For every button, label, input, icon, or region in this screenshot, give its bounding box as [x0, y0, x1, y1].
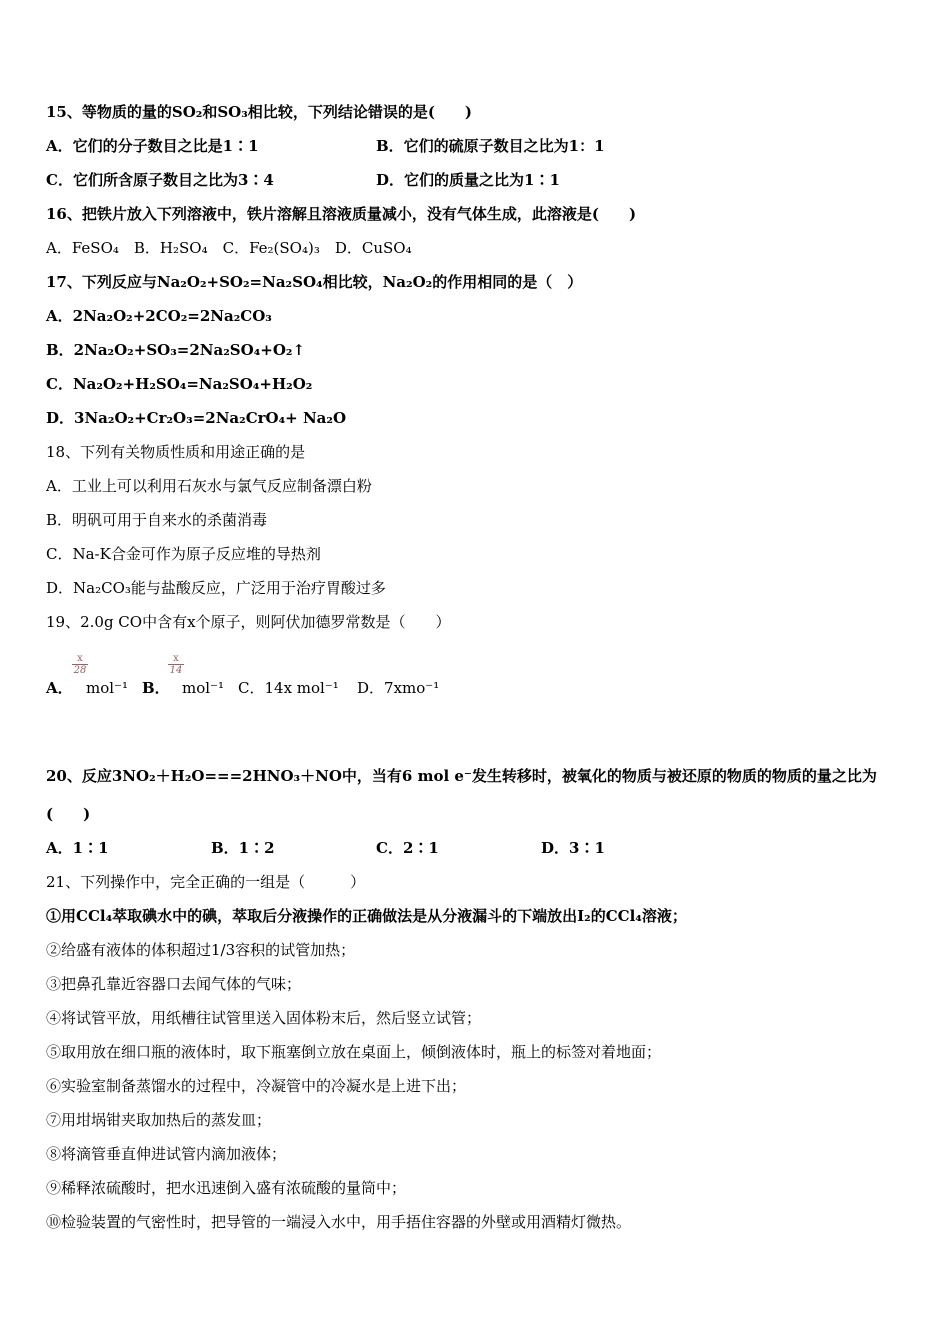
q19-option-b-unit: mol⁻¹ — [182, 679, 224, 697]
q21-stem: 21、下列操作中，完全正确的一组是（ ） — [46, 873, 366, 891]
q21-item: ⑧将滴管垂直伸进试管内滴加液体； — [46, 1145, 287, 1163]
q18-option-d: D．Na₂CO₃能与盐酸反应，广泛用于治疗胃酸过多 — [46, 579, 386, 597]
q19-option-c: C．14x mol⁻¹ — [238, 679, 339, 697]
q17-option-a: A．2Na₂O₂+2CO₂=2Na₂CO₃ — [46, 307, 272, 325]
q20-stem: 20、反应3NO₂＋H₂O===2HNO₃＋NO中，当有6 mol e⁻发生转移时，被氧化的物质与被还原的物质的物质的量之比为 — [46, 767, 877, 785]
q21-item: ①用CCl₄萃取碘水中的碘，萃取后分液操作的正确做法是从分液漏斗的下端放出I₂的CCl₄溶液； — [46, 907, 687, 925]
q21-item: ⑩检验装置的气密性时，把导管的一端浸入水中，用手捂住容器的外壁或用酒精灯微热。 — [46, 1213, 632, 1231]
q18-option-b: B．明矾可用于自来水的杀菌消毒 — [46, 511, 268, 529]
q21-item: ⑦用坩埚钳夹取加热后的蒸发皿； — [46, 1111, 272, 1129]
q20-paren: ( ) — [46, 805, 91, 823]
q15-option-c: C．它们所含原子数目之比为3∶4 — [46, 171, 274, 189]
q20-option-b: B．1∶2 — [211, 839, 275, 857]
q18-stem: 18、下列有关物质性质和用途正确的是 — [46, 443, 306, 461]
q21-item: ⑥实验室制备蒸馏水的过程中，冷凝管中的冷凝水是上进下出； — [46, 1077, 467, 1095]
q20-option-d: D．3∶1 — [541, 839, 605, 857]
q16-stem: 16、把铁片放入下列溶液中，铁片溶解且溶液质量减小，没有气体生成，此溶液是( ) — [46, 205, 637, 223]
q21-item: ⑤取用放在细口瓶的液体时，取下瓶塞倒立放在桌面上，倾倒液体时，瓶上的标签对着地面； — [46, 1043, 662, 1061]
q19-a-numerator: x — [72, 653, 88, 665]
q20-option-c: C．2∶1 — [376, 839, 439, 857]
q16-options: A．FeSO₄ B．H₂SO₄ C．Fe₂(SO₄)₃ D．CuSO₄ — [46, 239, 412, 257]
q18-option-a: A．工业上可以利用石灰水与氯气反应制备漂白粉 — [46, 477, 372, 495]
q21-item: ③把鼻孔靠近容器口去闻气体的气味； — [46, 975, 302, 993]
q15-option-a: A．它们的分子数目之比是1∶1 — [46, 137, 259, 155]
q20-option-a: A．1∶1 — [46, 839, 109, 857]
q17-option-d: D．3Na₂O₂+Cr₂O₃=2Na₂CrO₄+ Na₂O — [46, 409, 347, 427]
q17-option-b: B．2Na₂O₂+SO₃=2Na₂SO₄+O₂↑ — [46, 341, 306, 359]
q19-option-b-fraction — [168, 653, 184, 676]
q18-option-c: C．Na-K合金可作为原子反应堆的导热剂 — [46, 545, 321, 563]
q19-option-b-label: B． — [142, 679, 170, 697]
q19-stem: 19、2.0g CO中含有x个原子，则阿伏加德罗常数是（ ） — [46, 613, 451, 631]
q15-stem: 15、等物质的量的SO₂和SO₃相比较，下列结论错误的是( ) — [46, 103, 473, 121]
q19-option-a-label: A． — [46, 679, 73, 697]
q19-option-a-unit: mol⁻¹ — [86, 679, 128, 697]
q21-item: ④将试管平放，用纸槽往试管里送入固体粉末后，然后竖立试管； — [46, 1009, 482, 1027]
q21-item: ②给盛有液体的体积超过1/3容积的试管加热； — [46, 941, 356, 959]
q15-option-d: D．它们的质量之比为1∶1 — [376, 171, 560, 189]
q19-a-denominator: 28 — [73, 665, 87, 676]
q15-option-b: B．它们的硫原子数目之比为1：1 — [376, 137, 605, 155]
q19-option-d: D．7xmo⁻¹ — [357, 679, 440, 697]
q21-item: ⑨稀释浓硫酸时，把水迅速倒入盛有浓硫酸的量筒中； — [46, 1179, 407, 1197]
q19-b-denominator: 14 — [169, 665, 183, 676]
q19-b-numerator: x — [168, 653, 184, 665]
q19-option-a-fraction — [72, 653, 88, 676]
q17-stem: 17、下列反应与Na₂O₂+SO₂=Na₂SO₄相比较，Na₂O₂的作用相同的是（ ） — [46, 273, 583, 291]
q17-option-c: C．Na₂O₂+H₂SO₄=Na₂SO₄+H₂O₂ — [46, 375, 313, 393]
